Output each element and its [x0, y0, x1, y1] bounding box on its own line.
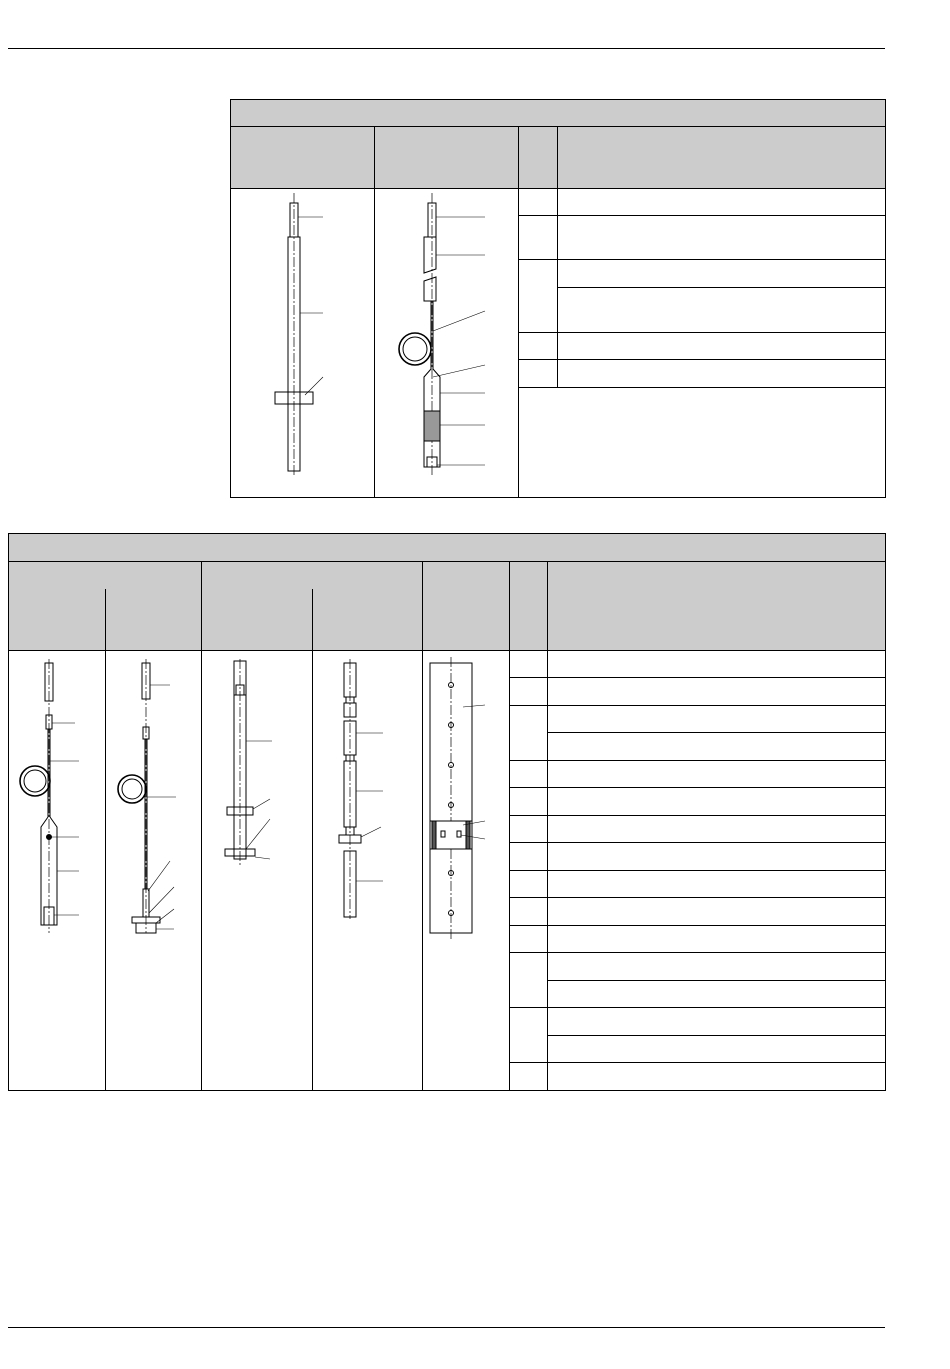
table1-title: [231, 100, 886, 127]
table1-col-header: [375, 127, 519, 189]
rope-probe-weight-drawing: [9, 651, 106, 1089]
rod-probe-drawing: [231, 189, 375, 497]
table1-legend-desc: [558, 260, 886, 288]
coax-probe-drawing-cell: [423, 651, 510, 1091]
table2-legend-desc: [548, 1063, 886, 1091]
table2-legend-desc: [548, 926, 886, 953]
table2-legend-num: [510, 1063, 548, 1091]
table1-legend-num: [519, 216, 558, 260]
table2-legend-desc: [548, 761, 886, 788]
rope-probe-drawing: [375, 189, 519, 497]
table2-sub-header: [202, 589, 313, 651]
table2-sub-header: [9, 589, 106, 651]
table1-col-header: [558, 127, 886, 189]
table2-legend-num: [510, 761, 548, 788]
table2-legend-desc: [548, 843, 886, 871]
segmented-rod-probe-drawing: [313, 651, 423, 1089]
rope-probe-anchor-drawing: [106, 651, 202, 1089]
table2-legend-desc: [548, 816, 886, 843]
coax-probe-drawing: [423, 651, 510, 1089]
table2-legend-desc: [548, 1008, 886, 1036]
table1-legend-desc: [558, 216, 886, 260]
table2-legend-desc: [548, 898, 886, 926]
probe-table-2: [8, 533, 886, 1091]
top-rule: [8, 48, 885, 49]
table2-legend-num: [510, 706, 548, 761]
table1-legend-desc: [558, 360, 886, 388]
table2-group-header: [423, 562, 510, 651]
table2-legend-num: [510, 678, 548, 706]
table2-legend-num: [510, 953, 548, 1008]
table1-col-header: [519, 127, 558, 189]
table2-legend-num: [510, 898, 548, 926]
table2-legend-desc: [548, 788, 886, 816]
table2-group-header: [202, 562, 423, 589]
table1-note: [519, 388, 886, 498]
table2-group-header: [510, 562, 548, 651]
table1-legend-num: [519, 333, 558, 360]
table1-col-header: [231, 127, 375, 189]
bottom-rule: [8, 1327, 885, 1328]
table2-legend-desc: [548, 678, 886, 706]
table1-legend-num: [519, 360, 558, 388]
table2-legend-desc: [548, 953, 886, 981]
rope-probe-drawing-cell: [375, 189, 519, 498]
table2-legend-desc: [548, 1036, 886, 1063]
table2-legend-desc: [548, 733, 886, 761]
rod-probe-drawing-cell: [231, 189, 375, 498]
table2-legend-num: [510, 871, 548, 898]
rod-probe-centering-drawing-cell: [202, 651, 313, 1091]
table2-legend-desc: [548, 706, 886, 733]
table2-group-header: [9, 562, 202, 589]
table2-legend-desc: [548, 981, 886, 1008]
table2-sub-header: [313, 589, 423, 651]
table2-title: [9, 534, 886, 562]
table2-group-header: [548, 562, 886, 651]
rope-probe-weight-drawing-cell: [9, 651, 106, 1091]
table2-sub-header: [106, 589, 202, 651]
table2-legend-num: [510, 1008, 548, 1063]
table2-legend-num: [510, 926, 548, 953]
table2-legend-desc: [548, 651, 886, 678]
table2-legend-num: [510, 816, 548, 843]
table2-legend-num: [510, 651, 548, 678]
table2-legend-desc: [548, 871, 886, 898]
table2-legend-num: [510, 788, 548, 816]
rope-probe-anchor-drawing-cell: [106, 651, 202, 1091]
rod-probe-centering-drawing: [202, 651, 313, 1089]
table1-legend-desc: [558, 189, 886, 216]
probe-table-1: [230, 99, 886, 498]
table1-legend-desc: [558, 333, 886, 360]
segmented-rod-probe-drawing-cell: [313, 651, 423, 1091]
table1-legend-desc: [558, 288, 886, 333]
table1-legend-num: [519, 189, 558, 216]
table2-legend-num: [510, 843, 548, 871]
table1-legend-num: [519, 260, 558, 333]
